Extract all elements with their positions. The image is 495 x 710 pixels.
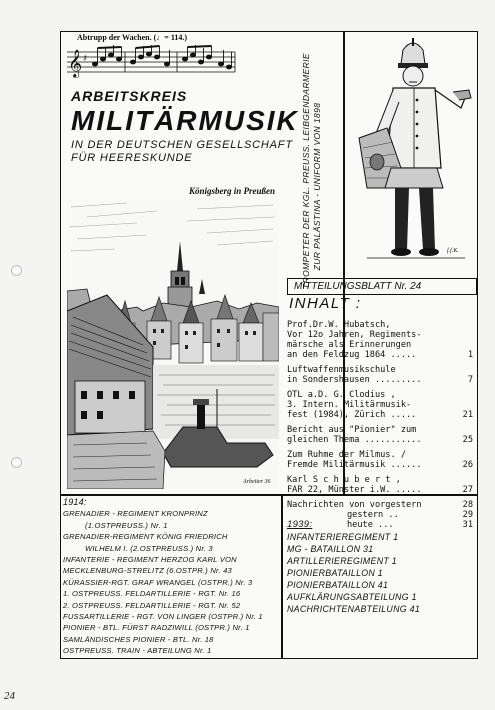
soldier-caption xyxy=(301,53,356,289)
toc-entry xyxy=(287,450,473,470)
regiments-1914-list xyxy=(63,497,279,657)
svg-text:♯: ♯ xyxy=(83,54,88,64)
regiment-line: GRENADIER - REGIMENT KRONPRINZ xyxy=(63,509,208,519)
soldier-caption-line-1: TROMPETER DER KGL. PREUSS. LEIBGENDARMERIE xyxy=(301,53,311,289)
toc-entry-line: 3. Intern. Militärmusik- xyxy=(287,400,412,410)
toc-page-number: 26 xyxy=(462,460,473,470)
svg-text:f.f.K.: f.f.K. xyxy=(447,248,459,254)
regiment-line: OSTPREUSS. TRAIN - ABTEILUNG Nr. 1 xyxy=(63,646,212,656)
toc-subentry-label: heute ... xyxy=(347,520,394,530)
regiment-line: WILHELM I. (2.OSTPREUSS.) Nr. 3 xyxy=(85,543,213,553)
regiment-line: SAMLÄNDISCHES PIONIER - BTL. Nr. 18 xyxy=(63,634,214,644)
regiment-line: MECKLENBURG-STRELITZ (6.OSTPR.) Nr. 43 xyxy=(63,566,232,576)
toc-entry-line: Nachrichten von vorgestern xyxy=(287,500,422,510)
toc-entry xyxy=(287,475,473,495)
toc-entry-line: Vor 12o Jahren, Regiments- xyxy=(287,330,422,340)
toc-subentry-label: gestern .. xyxy=(347,510,399,520)
divider-vertical-bottom xyxy=(281,494,283,658)
regiment-line: 1. OSTPREUSS. FELDARTILLERIE - RGT. Nr. 16 xyxy=(63,589,241,599)
toc-page-number: 1 xyxy=(467,350,473,360)
toc-entry xyxy=(287,425,473,445)
toc-entry-line: in Sondershausen ......... xyxy=(287,375,422,385)
toc-entry-line: Zum Ruhme der Milmus. / xyxy=(287,450,406,460)
unit-line: PIONIERBATAILLON 1 xyxy=(287,568,384,578)
toc-page-number: 21 xyxy=(462,410,473,420)
punch-hole-bottom xyxy=(11,457,22,468)
music-staff-graphic xyxy=(65,44,237,80)
units-year: 1939: xyxy=(287,519,313,530)
unit-line: ARTILLERIEREGIMENT 1 xyxy=(287,556,397,566)
publication-title-block xyxy=(71,88,331,165)
toc-entry xyxy=(287,320,473,360)
organization-label: ARBEITSKREIS xyxy=(71,88,188,104)
unit-line: AUFKLÄRUNGSABTEILUNG 1 xyxy=(287,592,417,602)
regiment-line: PIONIER - BTL. FÜRST RADZIWILL (OSTPR.) Nr. 1 xyxy=(63,623,250,633)
bulletin-number-box: MITTEILUNGSBLATT Nr. 24 xyxy=(287,278,477,295)
toc-entry-line: Bericht aus "Pionier" zum xyxy=(287,425,417,435)
toc-entry xyxy=(287,390,473,420)
trumpeter-illustration xyxy=(357,38,475,270)
table-of-contents xyxy=(287,320,473,535)
toc-entry xyxy=(287,365,473,385)
illustration-caption: Königsberg in Preußen xyxy=(189,186,276,196)
regiment-line: INFANTERIE - REGIMENT HERZOG KARL VON xyxy=(63,555,237,565)
toc-entry-line: gleichen Thema ........... xyxy=(287,435,422,445)
toc-page-number: 29 xyxy=(462,510,473,520)
page-title: MILITÄRMUSIK xyxy=(71,105,299,136)
toc-entry-line: Prof.Dr.W. Hubatsch, xyxy=(287,320,391,330)
contents-heading: INHALT : xyxy=(289,295,362,312)
unit-line: NACHRICHTENABTEILUNG 41 xyxy=(287,604,421,614)
toc-entry-line: märsche als Erinnerungen xyxy=(287,340,412,350)
regiment-line: FUSSARTILLERIE - RGT. VON LINGER (OSTPR.) Nr. 1 xyxy=(63,612,263,622)
toc-page-number: 31 xyxy=(462,520,473,530)
punch-hole-top xyxy=(11,265,22,276)
soldier-caption-line-2: ZUR PALÄSTINA - UNIFORM VON 1898 xyxy=(312,102,322,271)
toc-entry-line: OTL a.D. G. Clodius , xyxy=(287,390,396,400)
page-frame xyxy=(60,31,478,659)
toc-entry-line: an den Feldzug 1864 ..... xyxy=(287,350,417,360)
subtitle-line-1: IN DER DEUTSCHEN GESELLSCHAFT xyxy=(71,139,293,151)
music-score-excerpt xyxy=(65,33,237,81)
svg-text:𝄞: 𝄞 xyxy=(68,49,83,77)
regiment-line: KÜRASSIER-RGT. GRAF WRANGEL (OSTPR.) Nr. 3 xyxy=(63,577,253,587)
page-number: 24 xyxy=(4,690,15,702)
subtitle-line-2: FÜR HEERESKUNDE xyxy=(71,152,193,164)
unit-line: MG - BATAILLON 31 xyxy=(287,544,374,554)
toc-entry-line: Luftwaffenmusikschule xyxy=(287,365,396,375)
units-1939-list xyxy=(287,519,475,615)
unit-line: INFANTERIEREGIMENT 1 xyxy=(287,532,399,542)
regiment-line: GRENADIER-REGIMENT KÖNIG FRIEDRICH xyxy=(63,532,228,542)
toc-page-number: 27 xyxy=(462,485,473,495)
toc-page-number: 28 xyxy=(462,500,473,510)
toc-entry-line: fest (1984), Zürich ..... xyxy=(287,410,417,420)
svg-text:Arbeiter 36: Arbeiter 36 xyxy=(243,479,271,485)
music-score-title: Abtrupp der Wachen. (♩= 114.) xyxy=(77,33,188,42)
toc-page-number: 7 xyxy=(467,375,473,385)
unit-line: PIONIERBATAILLON 41 xyxy=(287,580,389,590)
toc-entry-line: Karl S c h u b e r t , xyxy=(287,475,401,485)
toc-page-number: 25 xyxy=(462,435,473,445)
regiment-line: (1.OSTPREUSS.) Nr. 1 xyxy=(85,520,168,530)
regiment-line: 2. OSTPREUSS. FELDARTILLERIE - RGT. Nr. 52 xyxy=(63,600,241,610)
koenigsberg-illustration xyxy=(67,199,279,489)
regiments-year: 1914: xyxy=(63,497,87,507)
toc-entry-line: FAR 22, Münster i.W. ..... xyxy=(287,485,422,495)
toc-entry-line: Fremde Militärmusik ...... xyxy=(287,460,422,470)
